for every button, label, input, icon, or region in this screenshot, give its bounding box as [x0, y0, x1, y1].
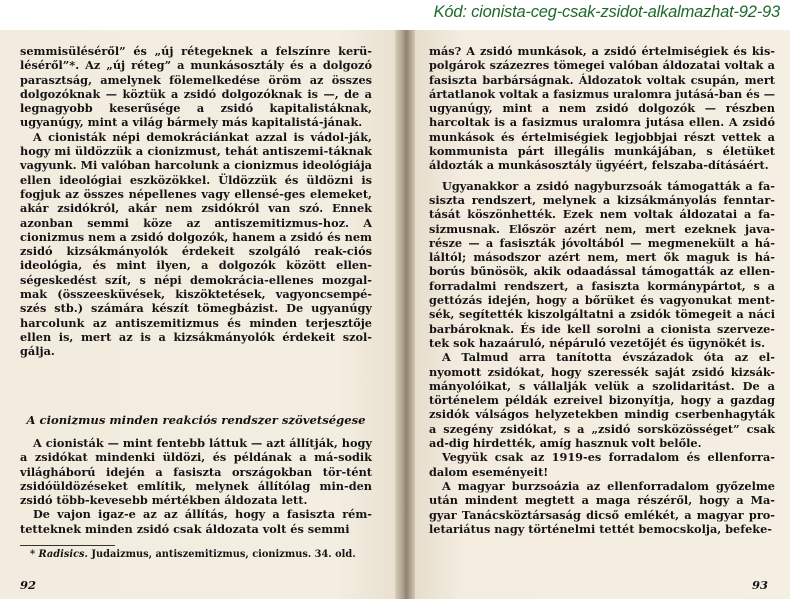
page-number: 93	[751, 578, 768, 592]
paragraph: más? A zsidó munkások, a zsidó értelmiségiek és kis-polgárok százezres tömegei valóban áldozatai voltak a fasiszta barbárságnak. Áldozatok voltak csupán, mert ártatlanok voltak a fasizmus uralomra jutásá-ban és — ugyanúgy, mint a nem zsidó dolgozók — részben harcoltak is a fasizmus uralomra jutása ellen. A zsidó munkások és értelmiségiek legjobbjai részt vettek a kommunista párt illegális munkájában, s életüket áldozták a munkásosztály ügyéért, felszaba-dításáért.	[429, 44, 775, 173]
left-top-text	[20, 44, 372, 359]
section-heading: A cionizmus minden reakciós rendszer szövetségese	[26, 413, 366, 427]
footnote	[30, 549, 375, 560]
footnote-rule	[20, 545, 115, 546]
right-page	[415, 30, 790, 599]
paragraph: Ugyanakkor a zsidó nagyburzsoák támogatták a fa-siszta rendszert, melynek a kizsákmányolás fenntar-tását köszönhették. Ezek nem voltak áldozatai a fa-sizmusnak. Először azért nem, mert ezeknek java-része — a fasiszták jóvoltából — megmenekült a há-láltól; másodszor azért nem, mert ők maguk is há-borús bűnösök, akik odaadással támogatták az ellen-forradalmi rendszert, a fasiszta kormánypártot, s a gettózás idején, hogy a bőrüket és vagyonukat ment-sék, segítették kiszolgáltatni a zsidók tömegeit a náci barbároknak. És ide kell sorolni a cionista szerveze-tek sok hazaáruló, népáruló vezetőjét és ügynökét is.	[429, 178, 775, 350]
book-gutter	[395, 30, 415, 599]
paragraph: A magyar burzsoázia az ellenforradalom győzelme után mindent megtett a maga részéről, hogy a Ma-gyar Tanácsköztársaság dicső emlékét, a magyar pro-letariátus nagy történelmi tettét bemocskolja, befeke-	[429, 478, 775, 536]
paragraph: A Talmud arra tanította évszázadok óta az el-nyomott zsidókat, hogy szeressék saját zsidó kizsák-mányolóikat, s vállalják velük a szolidaritást. De a történelem példák ezreivel bizonyítja, hogy a gazdag zsidók válságos helyzetekben mindig cserbenhagyták a szegény zsidókat, s a „zsidó sorsközösséget” csak ad-dig hirdették, amíg hasznuk volt belőle.	[429, 350, 775, 451]
left-bottom-text	[20, 436, 372, 536]
footnote-marker: *	[30, 549, 36, 560]
paragraph: A cionisták — mint fentebb láttuk — azt állítják, hogy a zsidókat mindenki üldözi, és példának a má-sodik világháború idején a fasiszta országokban tör-tént zsidóüldözéseket említik, melynek állítólag min-den zsidó több-kevesebb mértékben áldozata lett.	[20, 436, 372, 508]
paragraph: semmisüléséről” és „új rétegeknek a felszínre kerü-léséről”*. Az „új réteg” a munkásosztály és a dolgozó parasztság, amelynek fölemelkedése öröm az összes dolgozóknak — köztük a zsidó dolgozóknak is —, de a legnagyobb keserűsége a zsidó kapitalistáknak, ugyanúgy, mint a világ bármely más kapitalistá-jának.	[20, 44, 372, 130]
left-page	[0, 30, 395, 599]
document-code-caption: Kód: cionista-ceg-csak-zsidot-alkalmazhat-92-93	[433, 3, 780, 21]
paragraph: De vajon igaz-e az az állítás, hogy a fasiszta rém-tetteknek minden zsidó csak áldozata volt és semmi	[20, 507, 372, 536]
footnote-author: Radisics.	[38, 549, 88, 560]
right-text	[429, 44, 775, 536]
paragraph: Vegyük csak az 1919-es forradalom és ellenforra-dalom eseményeit!	[429, 450, 775, 479]
paragraph: A cionisták népi demokráciánkat azzal is vádol-ják, hogy mi üldözzük a cionizmust, tehát antiszemi-táknak vagyunk. Mi valóban harcolunk a cionizmus ideológiája ellen ideológiai eszközökkel. Üldözzük és üldözni is fogjuk az összes népellenes vagy ellensé-ges elemeket, akár zsidókról, akár nem zsidókról van szó. Ennek azonban semmi köze az antiszemitizmus-hoz. A cionizmus nem a zsidó dolgozók, hanem a zsidó és nem zsidó kizsákmányolók érdekeit szolgáló reak-ciós ideológia, és mint ilyen, a dolgozók között ellen-ségeskedést szít, s népi demokrácia-ellenes mozgal-mak (összeesküvések, kiszöktetések, vagyoncsempé-szés stb.) számára készít tömegbázist. De ugyanúgy harcolunk az antiszemitizmus és minden terjesztője ellen is, mert az is a kizsákmányolók érdekeit szol-gálja.	[20, 129, 372, 359]
footnote-text: Judaizmus, antiszemitizmus, cionizmus. 34. old.	[91, 549, 356, 560]
page-number: 92	[20, 578, 37, 592]
